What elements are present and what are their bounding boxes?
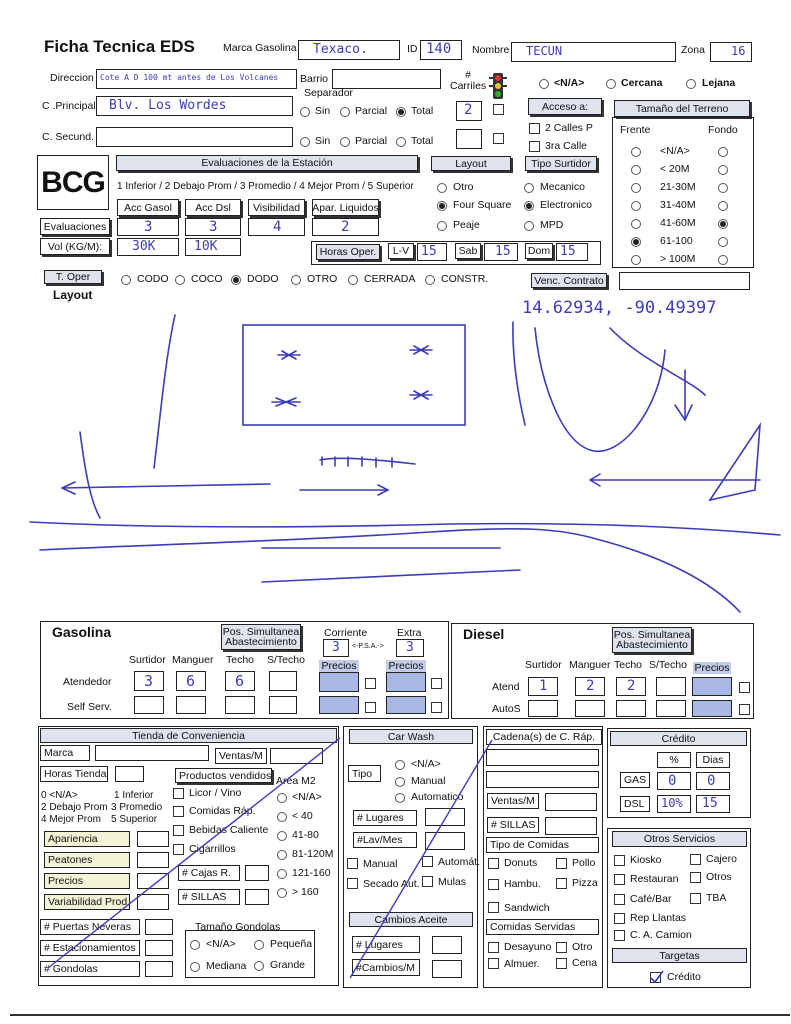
servidas-header: Comidas Servidas (486, 919, 599, 935)
corriente-field[interactable] (323, 639, 349, 657)
horas-oper-label: Horas Oper. (316, 244, 380, 260)
sketch-coords: 14.62934, -90.49397 (522, 298, 717, 318)
diesel-pos-label: Pos. Simultanea Abastecimiento (613, 629, 691, 651)
layout-peaje-radio[interactable] (437, 221, 447, 231)
diesel-title: Diesel (463, 626, 505, 642)
dom-field[interactable] (556, 243, 588, 261)
eval-apar-liquidos-value: 2 (341, 219, 350, 235)
comida-hambu-label: Hambu. (504, 878, 541, 890)
terreno-opt: 31-40M (660, 199, 696, 211)
eval-col-acc-dsl: Acc Dsl (185, 199, 241, 216)
carwash-lugares-label: # Lugares (353, 810, 417, 826)
eval-acc-dsl-field[interactable] (185, 218, 241, 236)
dsl-col-techo: Techo (614, 659, 643, 671)
gas-self-check-2[interactable] (431, 702, 442, 713)
dsl-autos-techo[interactable] (616, 700, 646, 717)
carwash-lav-label: #Lav/Mes (353, 832, 417, 848)
bottom-rule (10, 1014, 790, 1016)
otros-llantas-label: Rep Llantas (630, 912, 687, 924)
comida-sandwich-label: Sandwich (504, 902, 550, 914)
principal-value: Blv. Los Wordes (109, 98, 227, 113)
carwash-manual-label: Manual (411, 775, 446, 787)
direccion-field[interactable] (96, 69, 297, 89)
carwash-automat-check-label: Automát. (438, 856, 481, 868)
otros-kiosko-label: Kiosko (630, 854, 662, 866)
eval-col-acc-gasol: Acc Gasol (117, 199, 179, 216)
principal-parcial-radio[interactable] (340, 107, 350, 117)
gas-precios-label-2: Precios (386, 660, 426, 672)
tienda-ventas-label: Ventas/M (215, 748, 267, 764)
id-field[interactable] (420, 40, 462, 60)
gas-col-surtidor: Surtidor (129, 654, 166, 666)
surtidor-electronico-radio[interactable] (524, 201, 534, 211)
comida-pizza-label: Pizza (572, 877, 598, 889)
corriente-value: 3 (332, 640, 340, 655)
terreno-opt: > 100M (660, 253, 696, 265)
rating-apariencia-label: Apariencia (44, 831, 130, 847)
credito-header: Crédito (610, 731, 747, 746)
vol-gasol-value: 30K (132, 239, 156, 254)
frente-radio[interactable] (631, 201, 641, 211)
venc-contrato-label: Venc. Contrato (531, 273, 607, 288)
carriles-value: 2 (464, 102, 473, 118)
tienda-marca-label: Marca (40, 745, 90, 761)
gas-atend-manguer[interactable] (176, 671, 206, 691)
gas-col-techo: Techo (226, 654, 255, 666)
lv-label: L-V (388, 243, 414, 259)
targetas-header: Targetas (612, 948, 747, 963)
otros-header: Otros Servicios (612, 831, 747, 847)
evaluaciones-row-label: Evaluaciones (40, 218, 110, 235)
layout-otro-label: Otro (453, 181, 474, 193)
eval-acc-dsl-value: 3 (209, 219, 218, 235)
atendedor-label: Atendedor (63, 676, 112, 688)
gasolina-pos-label: Pos. Simultanea Abastecimiento (222, 626, 300, 648)
gas-atend-techo-value: 6 (235, 672, 245, 690)
dom-label: Dom (525, 243, 553, 259)
gas-self-stecho[interactable] (269, 696, 297, 714)
toper-coco-radio[interactable] (175, 275, 185, 285)
otros-otros-label: Otros (706, 871, 732, 883)
secund-parcial-radio[interactable] (340, 137, 350, 147)
acceso-header: Acceso a: (528, 98, 602, 115)
layout-peaje-label: Peaje (453, 219, 480, 231)
gas-atend-manguer-value: 6 (186, 672, 196, 690)
gas-atend-surtidor-value: 3 (144, 672, 154, 690)
eval-acc-gasol-field[interactable] (117, 218, 179, 236)
area-opt: > 160 (292, 886, 319, 898)
area-opt: < 40 (292, 810, 313, 822)
gondolas-label: # Gondolas (40, 961, 140, 977)
acceso-2calles-check[interactable] (529, 123, 540, 134)
gasolina-title: Gasolina (52, 624, 112, 640)
corriente-label: Corriente (324, 627, 368, 639)
gas-atend-check-2[interactable] (431, 678, 442, 689)
eval-col-visibilidad: Visibilidad (248, 199, 305, 216)
dsl-autos-check[interactable] (739, 704, 750, 715)
toper-cerrada-radio[interactable] (348, 275, 358, 285)
dist-na-radio[interactable] (539, 79, 549, 89)
credito-dias-header: Dias (696, 752, 730, 768)
barrio-label: Barrio (300, 73, 329, 85)
direccion-value: Cote A D 100 mt antes de Los Volcanes (100, 73, 279, 82)
toper-cerrada-label: CERRADA (364, 273, 416, 285)
carriles-check[interactable] (493, 104, 504, 115)
eval-visibilidad-field[interactable] (248, 218, 305, 236)
vol-label: Vol (KG/M): (40, 238, 110, 255)
dsl-atend-techo[interactable] (616, 677, 646, 696)
producto-cigarrillos-label: Cigarrillos (189, 843, 236, 855)
credito-dsl-label: DSL (620, 796, 650, 812)
secund-sin-label: Sin (315, 135, 331, 147)
frente-radio[interactable] (631, 183, 641, 193)
acceso-3ra-label: 3ra Calle (545, 140, 588, 152)
principal-label: C .Principal (42, 100, 96, 112)
bcg-logo (37, 155, 109, 210)
extra-value: 3 (406, 640, 414, 655)
dsl-col-stecho: S/Techo (649, 659, 687, 671)
layout-four-square-label: Four Square (453, 199, 512, 211)
toper-codo-label: CODO (137, 273, 169, 285)
credito-gas-dias-value: 0 (707, 773, 716, 789)
frente-label: Frente (620, 124, 651, 136)
toper-constr-label: CONSTR. (441, 273, 489, 285)
bcg-logo-text: BCG (41, 165, 105, 199)
eval-col-apar-liquidos: Apar. Liquidos (312, 199, 379, 216)
secund-label: C. Secund. (42, 131, 94, 143)
layout-header: Layout (431, 156, 511, 171)
gas-self-techo[interactable] (225, 696, 255, 714)
carwash-tipo-label: Tipo (348, 765, 381, 782)
dsl-col-surtidor: Surtidor (525, 659, 562, 671)
toper-dodo-radio[interactable] (231, 275, 241, 285)
sketch-title: Layout (53, 288, 93, 302)
secund-parcial-label: Parcial (355, 135, 388, 147)
toper-otro-radio[interactable] (291, 275, 301, 285)
tienda-header: Tienda de Conveniencia (40, 728, 337, 743)
sab-value: 15 (495, 244, 511, 259)
vol-gasol-field[interactable] (117, 238, 179, 256)
frente-radio[interactable] (631, 219, 641, 229)
psa-label: <-P.S.A.-> (352, 643, 384, 650)
tienda-scale: 3 Promedio (111, 802, 163, 813)
surtidor-mecanico-radio[interactable] (524, 183, 534, 193)
secund-sin-radio[interactable] (300, 137, 310, 147)
comida-donuts-label: Donuts (504, 857, 538, 869)
principal-field[interactable] (96, 96, 293, 116)
dsl-atend-stecho[interactable] (656, 677, 686, 696)
terreno-header: Tamaño del Terreno (614, 100, 750, 117)
secund-total-radio[interactable] (396, 137, 406, 147)
direccion-label: Direccion (50, 72, 94, 84)
fondo-radio[interactable] (718, 237, 728, 247)
venc-contrato-field[interactable] (619, 272, 750, 290)
frente-radio[interactable] (631, 255, 641, 265)
carwash-secado-check-label: Secado Aut. (363, 878, 420, 890)
toper-constr-radio[interactable] (425, 275, 435, 285)
carriles-label: # Carriles (450, 69, 487, 92)
principal-total-radio[interactable] (396, 107, 406, 117)
otros-tba-label: TBA (706, 892, 727, 904)
fondo-radio[interactable] (718, 183, 728, 193)
nombre-label: Nombre (472, 44, 510, 56)
carwash-auto-label: Automatico (411, 791, 464, 803)
dsl-col-manguer: Manguer (569, 659, 611, 671)
toper-otro-label: OTRO (307, 273, 338, 285)
cadena-header: Cadena(s) de C. Ráp. (486, 729, 602, 745)
lejana-label: Lejana (702, 77, 736, 89)
separador-label: Separador (304, 87, 354, 99)
toper-label: T. Oper (44, 270, 102, 284)
fondo-radio[interactable] (718, 147, 728, 157)
dsl-atend-manguer-value: 2 (586, 678, 595, 694)
carwash-header: Car Wash (349, 729, 473, 744)
otros-cafe-label: Café/Bar (630, 893, 672, 905)
zona-label: Zona (681, 44, 705, 56)
surtidor-electronico-label: Electronico (540, 199, 592, 211)
surtidor-mpd-radio[interactable] (524, 221, 534, 231)
zona-field[interactable] (710, 42, 752, 62)
gas-self-precio-extra[interactable] (386, 696, 426, 714)
autos-label: AutoS (492, 703, 521, 715)
marca-label: Marca Gasolina (223, 42, 297, 54)
frente-radio[interactable] (631, 165, 641, 175)
sab-label: Sab (455, 243, 481, 259)
estacionamientos-label: # Estacionamientos (40, 940, 140, 956)
servida-cena-label: Cena (572, 957, 598, 969)
carwash-mulas-check-label: Mulas (438, 876, 467, 888)
acceso-3ra-check[interactable] (529, 141, 540, 152)
producto-bebidas-label: Bebidas Caliente (189, 824, 269, 836)
servida-desayuno-label: Desayuno (504, 941, 552, 953)
tipo-comidas-header: Tipo de Comidas (486, 837, 599, 853)
terreno-opt: 21-30M (660, 181, 696, 193)
dist-na-label: <N/A> (554, 77, 585, 89)
acceso-2calles-label: 2 Calles P (545, 122, 593, 134)
vol-dsl-value: 10K (194, 239, 218, 254)
layout-four-square-radio[interactable] (437, 201, 447, 211)
surtidor-mpd-label: MPD (540, 219, 564, 231)
principal-total-label: Total (411, 105, 434, 117)
cadena-sillas-label: # SILLAS (487, 817, 539, 833)
principal-sin-radio[interactable] (300, 107, 310, 117)
comida-pollo-label: Pollo (572, 857, 596, 869)
dom-value: 15 (560, 244, 576, 259)
tamano-grande-label: Grande (270, 959, 306, 971)
extra-field[interactable] (396, 639, 424, 657)
cajas-label: # Cajas R. (178, 865, 240, 881)
fondo-radio[interactable] (718, 255, 728, 265)
tienda-scale: 0 <N/A> (41, 790, 78, 801)
gas-atend-stecho[interactable] (269, 671, 297, 691)
otros-camion-label: C. A. Camion (630, 929, 692, 941)
gas-atend-precio-corriente[interactable] (319, 672, 359, 692)
frente-radio[interactable] (631, 147, 641, 157)
gas-precios-label-1: Precios (319, 660, 359, 672)
tienda-scale: 5 Superior (111, 814, 158, 825)
area-opt: 121-160 (292, 867, 331, 879)
self-serv-label: Self Serv. (67, 701, 112, 713)
gas-atend-surtidor[interactable] (134, 671, 164, 691)
lv-field[interactable] (417, 243, 447, 261)
credito-dsl-dias-value: 15 (702, 796, 718, 811)
aceite-header: Cambios Aceite (349, 912, 473, 927)
tienda-scale: 4 Mejor Prom (41, 814, 102, 825)
dsl-autos-precio[interactable] (692, 700, 732, 717)
horas-tienda-label: Horas Tienda (40, 766, 108, 782)
rating-peatones-label: Peatones (44, 852, 130, 868)
gas-col-stecho: S/Techo (267, 654, 305, 666)
carriles-field[interactable] (456, 101, 482, 121)
tienda-scale: 2 Debajo Prom (41, 802, 108, 813)
producto-licor-label: Licor / Vino (189, 787, 242, 799)
secund-total-label: Total (411, 135, 434, 147)
tamano-mediana-label: Mediana (206, 960, 247, 972)
atend-label: Atend (492, 681, 520, 693)
toper-coco-label: COCO (191, 273, 223, 285)
fondo-radio[interactable] (718, 201, 728, 211)
aceite-lugares-label: # Lugares (352, 936, 420, 953)
extra-label: Extra (397, 627, 422, 639)
dsl-atend-manguer[interactable] (575, 677, 605, 696)
dsl-autos-stecho[interactable] (656, 700, 686, 717)
carriles2-field[interactable] (456, 129, 482, 149)
marca-field[interactable] (298, 40, 400, 60)
nombre-field[interactable] (511, 42, 676, 62)
vol-dsl-field[interactable] (185, 238, 241, 256)
servida-otro-label: Otro (572, 941, 593, 953)
nombre-value: TECUN (526, 44, 563, 58)
dsl-atend-check[interactable] (739, 682, 750, 693)
credito-dsl-pct-value: 10% (661, 796, 683, 810)
gas-atend-precio-extra[interactable] (386, 672, 426, 692)
tamano-label: Tamaño Gondolas (195, 921, 281, 933)
credito-pct-header: % (657, 752, 691, 768)
principal-sin-label: Sin (315, 105, 331, 117)
marca-value: Texaco. (313, 42, 368, 57)
id-value: 140 (426, 41, 452, 57)
evaluaciones-scale: 1 Inferior / 2 Debajo Prom / 3 Promedio / 4 Mejor Prom / 5 Superior (117, 181, 414, 192)
tamano-na-label: <N/A> (206, 938, 236, 950)
lv-value: 15 (421, 244, 437, 259)
toper-dodo-label: DODO (247, 273, 279, 285)
servida-almuer-label: Almuer. (504, 958, 540, 970)
layout-sketch (0, 300, 791, 620)
eval-visibilidad-value: 4 (273, 219, 282, 235)
id-label: ID (407, 43, 418, 55)
cercana-radio[interactable] (606, 79, 616, 89)
dsl-precios-label: Precios (694, 662, 730, 674)
rating-precios-label: Precios (44, 873, 130, 889)
frente-radio[interactable] (631, 237, 641, 247)
gas-self-precio-corriente[interactable] (319, 696, 359, 714)
eval-apar-liquidos-field[interactable] (312, 218, 379, 236)
terreno-opt: 61-100 (660, 235, 693, 247)
dsl-atend-techo-value: 2 (627, 678, 636, 694)
page-title: Ficha Tecnica EDS (44, 37, 195, 56)
credito-gas-label: GAS (620, 772, 650, 788)
fondo-radio[interactable] (718, 165, 728, 175)
gas-atend-techo[interactable] (225, 671, 255, 691)
carwash-na-label: <N/A> (411, 758, 441, 770)
tienda-scale: 1 Inferior (114, 790, 154, 801)
layout-otro-radio[interactable] (437, 183, 447, 193)
dsl-atend-surtidor[interactable] (528, 677, 558, 696)
dsl-autos-manguer[interactable] (575, 700, 605, 717)
otros-restauran-label: Restauran (630, 873, 679, 885)
terreno-opt: < 20M (660, 163, 690, 175)
secund-field[interactable] (96, 127, 293, 147)
evaluaciones-header: Evaluaciones de la Estación (116, 155, 418, 171)
gas-atend-check-1[interactable] (365, 678, 376, 689)
puertas-label: # Puertas Neveras (40, 919, 140, 935)
surtidor-mecanico-label: Mecanico (540, 181, 585, 193)
principal-parcial-label: Parcial (355, 105, 388, 117)
dsl-autos-surtidor[interactable] (528, 700, 558, 717)
rating-variabilidad-label: Variabilidad Prod. (44, 894, 130, 910)
strike-lines (0, 720, 791, 1000)
terreno-opt: <N/A> (660, 145, 690, 157)
dsl-atend-surtidor-value: 1 (539, 678, 548, 694)
fondo-label: Fondo (708, 124, 738, 136)
targeta-credito-label: Crédito (667, 971, 701, 983)
surtidor-header: Tipo Surtidor (525, 156, 597, 171)
productos-label: Productos vendidos (175, 768, 272, 783)
toper-codo-radio[interactable] (121, 275, 131, 285)
area-opt: 81-120M (292, 848, 334, 860)
gas-self-check-1[interactable] (365, 702, 376, 713)
producto-comidas-label: Comidas Ráp. (189, 805, 256, 817)
area-opt: <N/A> (292, 791, 322, 803)
cercana-label: Cercana (621, 77, 663, 89)
tamano-pequena-label: Pequeña (270, 938, 313, 950)
traffic-light-icon (489, 73, 507, 99)
dsl-atend-precio[interactable] (692, 677, 732, 696)
zona-value: 16 (731, 44, 746, 58)
barrio-field[interactable] (332, 69, 441, 89)
carriles2-check[interactable] (493, 133, 504, 144)
otros-cajero-label: Cajero (706, 853, 737, 865)
sab-field[interactable] (484, 243, 518, 261)
gas-col-manguer: Manguer (172, 654, 214, 666)
terreno-opt: 41-60M (660, 217, 696, 229)
lejana-radio[interactable] (686, 79, 696, 89)
fondo-radio[interactable] (718, 219, 728, 229)
cadena-ventas-label: Ventas/M (487, 793, 539, 809)
area-label: Area M2 (276, 775, 316, 787)
area-opt: 41-80 (292, 829, 319, 841)
tienda-sillas-label: # SILLAS (178, 889, 240, 905)
carwash-manual-check-label: Manual (363, 858, 398, 870)
aceite-cambios-label: #Cambios/M (352, 959, 420, 976)
eval-acc-gasol-value: 3 (144, 219, 153, 235)
credito-gas-pct-value: 0 (668, 773, 677, 789)
gas-self-surtidor[interactable] (134, 696, 164, 714)
gas-self-manguer[interactable] (176, 696, 206, 714)
terreno-panel (612, 117, 754, 268)
